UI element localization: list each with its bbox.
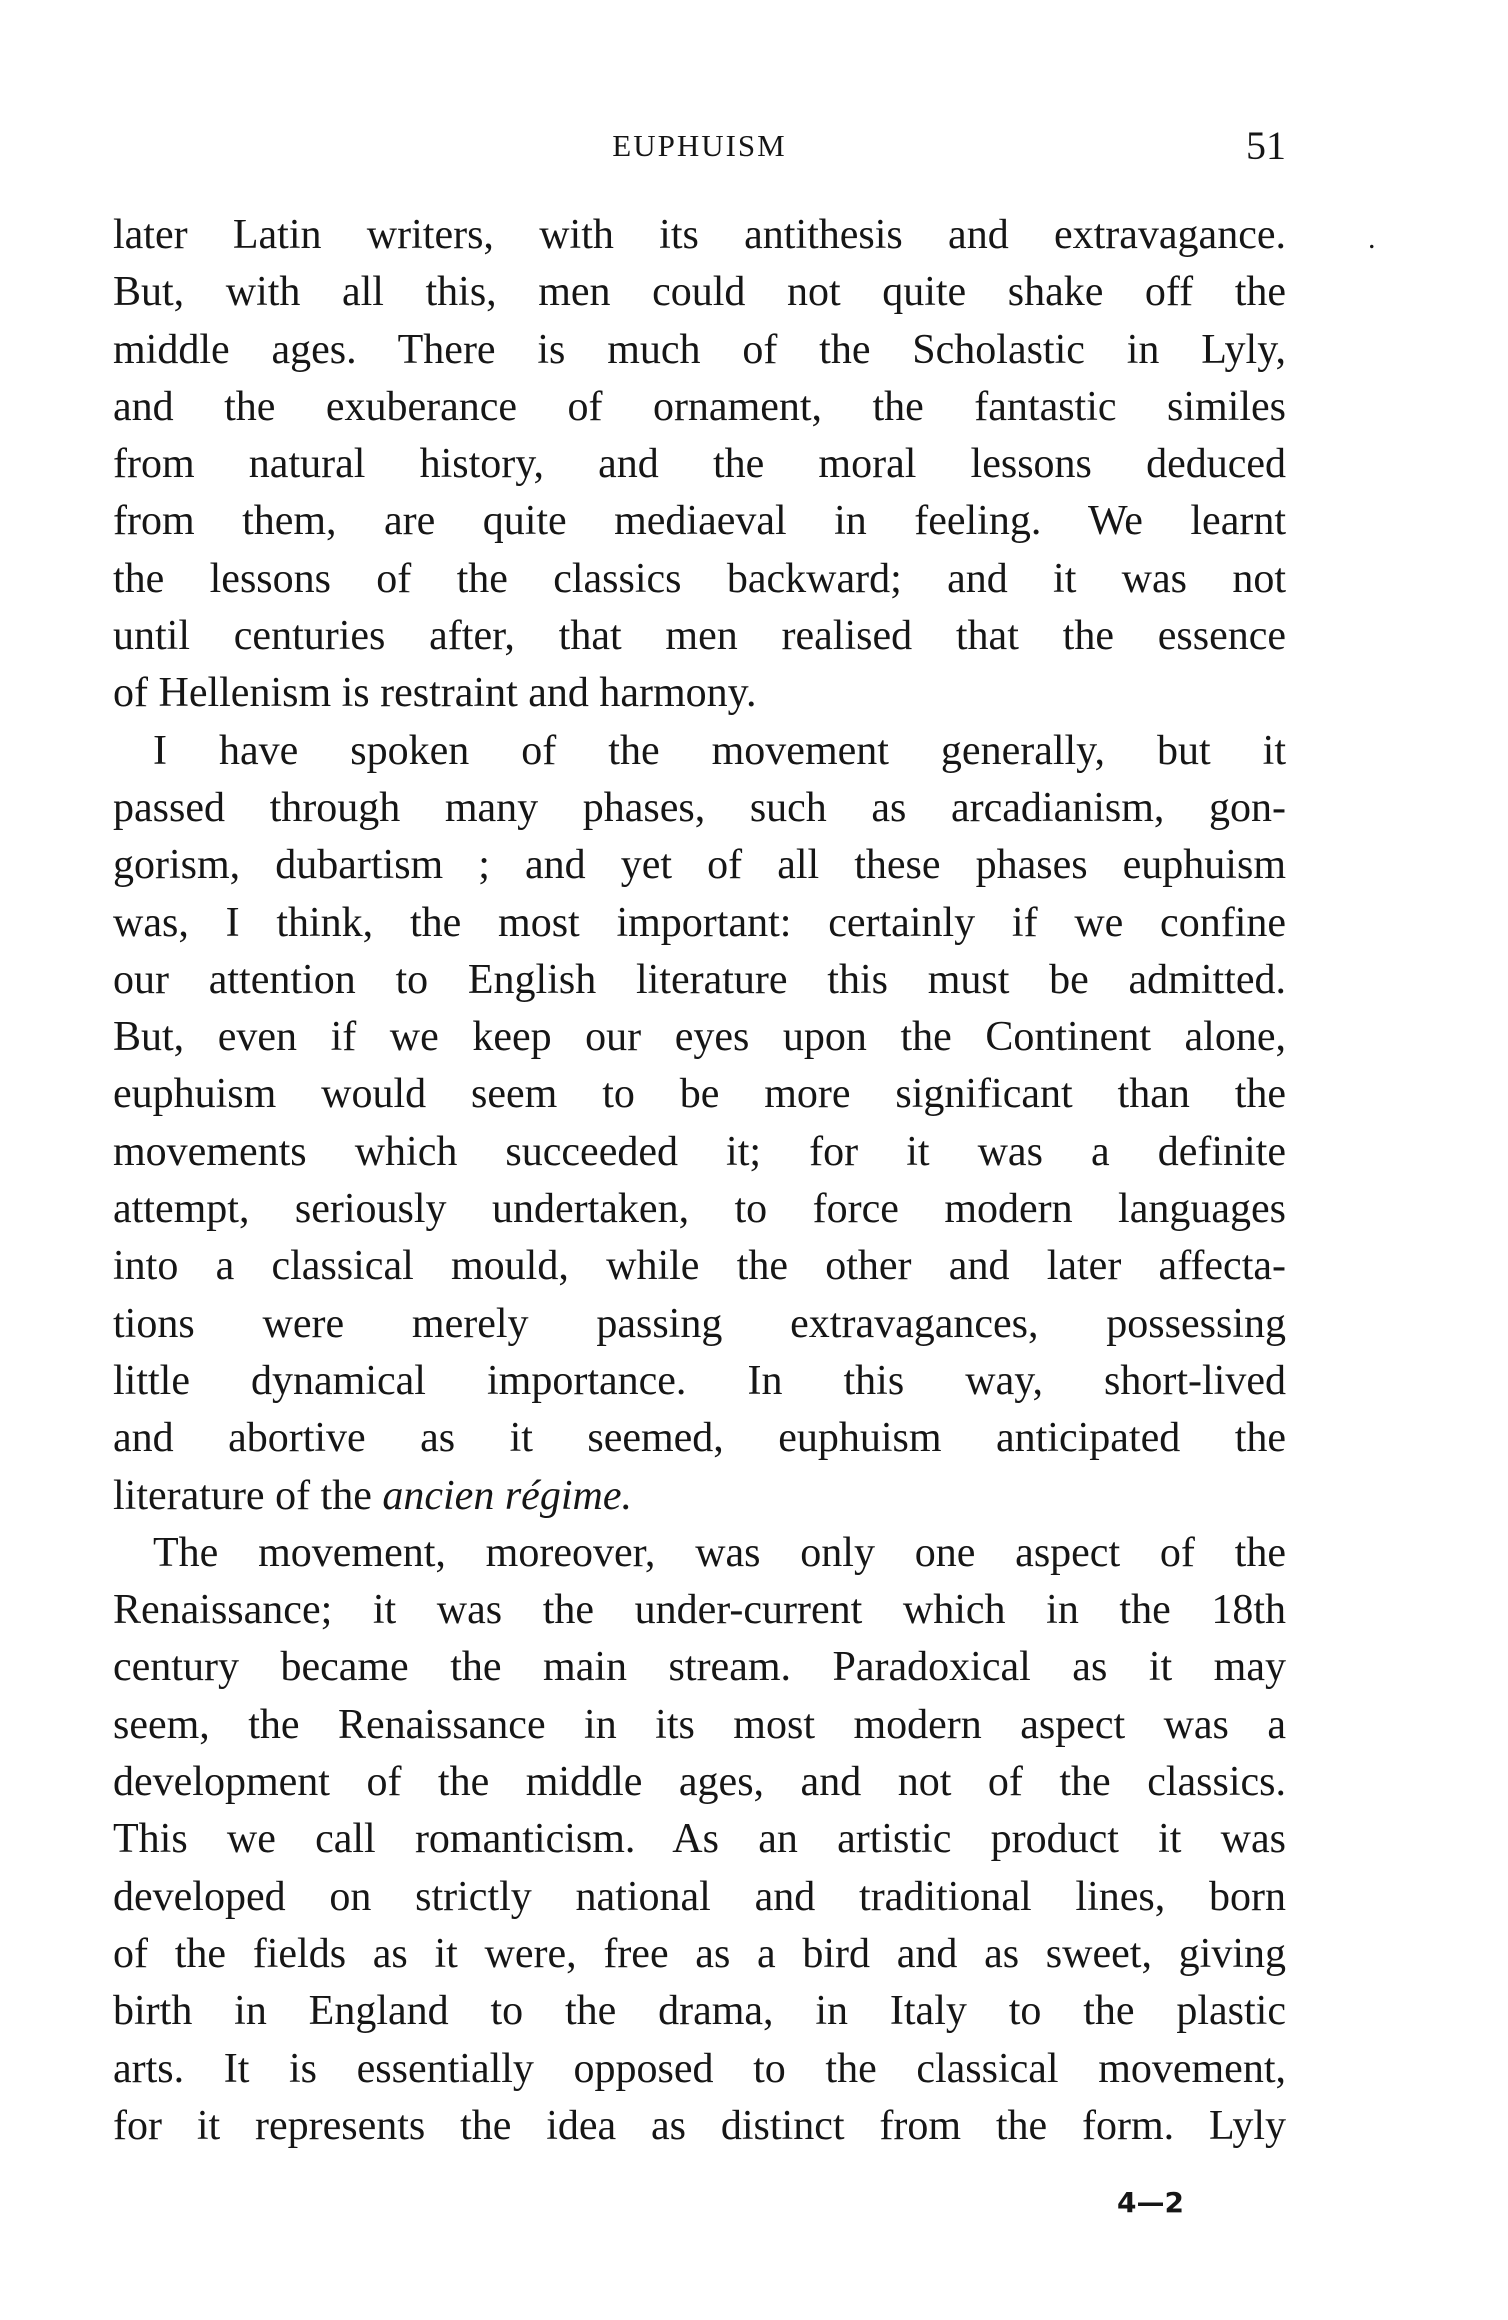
text-line: This we call romanticism. As an artistic product it was [113,1816,1286,1863]
text-line: But, even if we keep our eyes upon the Continent alone, [113,1014,1286,1061]
text-line: from them, are quite mediaeval in feeling. We learnt [113,498,1286,545]
text-line: birth in England to the drama, in Italy to the plastic [113,1988,1286,2035]
page-number: 51 [1246,123,1286,168]
text-line: attempt, seriously undertaken, to force modern languages [113,1186,1286,1233]
text-line: century became the main stream. Paradoxical as it may [113,1644,1286,1691]
text-line: our attention to English literature this must be admitted. [113,956,1286,1003]
body-text [113,207,1286,2155]
text-span: literature of the [113,1472,383,1519]
text-line: movements which succeeded it; for it was a definite [113,1128,1286,1175]
text-line: development of the middle ages, and not of the classics. [113,1759,1286,1806]
paragraph-1 [113,207,1286,723]
signature-mark: 4—2 [1117,2186,1184,2219]
text-line: I have spoken of the movement generally, but it [153,727,1286,774]
text-line: passed through many phases, such as arcadianism, gon- [113,784,1286,831]
text-line: The movement, moreover, was only one aspect of the [153,1529,1286,1576]
text-line: until centuries after, that men realised that the essence [113,613,1286,660]
stray-mark: . [1368,222,1376,255]
text-line: later Latin writers, with its antithesis and extravagance. [113,212,1286,258]
text-line: little dynamical importance. In this way, short-lived [113,1357,1286,1404]
text-line: was, I think, the most important: certainly if we confine [113,899,1286,946]
running-title: EUPHUISM [612,128,787,163]
text-line: euphuism would seem to be more significant than the [113,1071,1286,1118]
text-line: developed on strictly national and traditional lines, born [113,1873,1286,1920]
text-line: into a classical mould, while the other and later affecta- [113,1243,1286,1290]
text-line: arts. It is essentially opposed to the classical movement, [113,2045,1286,2092]
text-line: of Hellenism is restraint and harmony. [113,670,757,717]
text-line: of the fields as it were, free as a bird and as sweet, giving [113,1930,1286,1977]
text-line: seem, the Renaissance in its most modern aspect was a [113,1701,1286,1748]
text-line: middle ages. There is much of the Scholastic in Lyly, [113,326,1286,373]
text-line: and abortive as it seemed, euphuism anticipated the [113,1415,1286,1462]
paragraph-2 [113,723,1286,1525]
page-header [113,122,1286,172]
text-line: and the exuberance of ornament, the fantastic similes [113,383,1286,430]
paragraph-3 [113,1525,1286,2155]
text-line: But, with all this, men could not quite shake off the [113,269,1286,316]
text-line: from natural history, and the moral lessons deduced [113,441,1286,488]
text-line: Renaissance; it was the under-current which in the 18th [113,1587,1286,1634]
text-line: tions were merely passing extravagances, possessing [113,1300,1286,1347]
italic-phrase: ancien régime. [382,1472,632,1519]
text-line: gorism, dubartism ; and yet of all these phases euphuism [113,842,1286,889]
text-line: for it represents the idea as distinct from the form. Lyly [113,2102,1286,2149]
text-line: the lessons of the classics backward; and it was not [113,555,1286,602]
text-line [113,1468,1286,1525]
